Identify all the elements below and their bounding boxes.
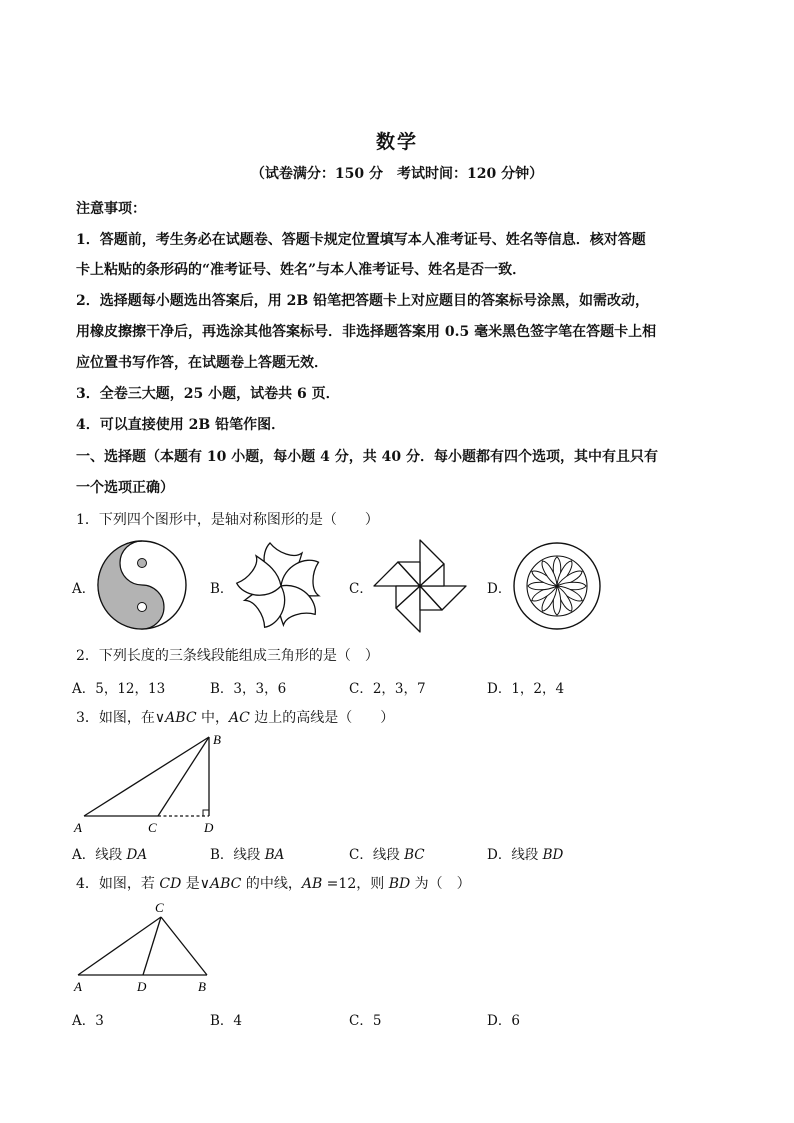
question-1-stem: 1．下列四个图形中，是轴对称图形的是（ ） <box>76 512 379 528</box>
notes-heading: 注意事项： <box>76 201 146 217</box>
triangle-symbol: ∨ABC <box>199 876 242 892</box>
segment-name: BC <box>404 847 425 863</box>
q1-option-b-label: B． <box>210 581 234 597</box>
point-label: C <box>155 900 164 915</box>
notes-line: 用橡皮擦擦干净后，再选涂其他答案标号．非选择题答案用 0.5 毫米黑色签字笔在答题卡上相 <box>76 324 657 340</box>
question-4-stem <box>76 873 471 893</box>
stem-text: =12，则 <box>322 876 389 892</box>
option-label: C．线段 <box>349 847 405 863</box>
option-label: A．线段 <box>72 847 127 863</box>
triangle-symbol: ∨ABC <box>154 710 197 726</box>
point-label: A <box>74 820 82 835</box>
segment-name: BA <box>264 847 285 863</box>
segment-name: BD <box>388 876 411 892</box>
q3-triangle-figure <box>70 732 230 837</box>
q4-option-a: A．3 <box>72 1013 104 1029</box>
segment-name: AC <box>229 710 250 726</box>
segment-name: DA <box>126 847 148 863</box>
q2-option-d: D．1，2，4 <box>487 681 565 697</box>
q4-option-d: D．6 <box>487 1013 520 1029</box>
q4-option-b: B．4 <box>210 1013 243 1029</box>
segment-name: AB <box>301 876 323 892</box>
stem-text: 的中线， <box>241 876 302 892</box>
exam-info: （试卷满分：150 分 考试时间：120 分钟） <box>250 166 544 182</box>
notes-line: 卡上粘贴的条形码的“准考证号、姓名”与本人准考证号、姓名是否一致． <box>76 262 527 278</box>
q3-option-c <box>349 843 425 863</box>
notes-line: 2．选择题每小题选出答案后，用 2B 铅笔把答题卡上对应题目的答案标号涂黑，如需改动， <box>76 293 650 309</box>
notes-line: 3．全卷三大题，25 小题，试卷共 6 页． <box>76 386 340 402</box>
point-label: B <box>198 979 206 994</box>
q3-option-a <box>72 843 147 863</box>
q1-option-c-label: C． <box>349 581 373 597</box>
notes-line: 1．答题前，考生务必在试题卷、答题卡规定位置填写本人准考证号、姓名等信息．核对答题 <box>76 232 646 248</box>
point-label: C <box>148 820 157 835</box>
question-3-stem <box>76 707 394 727</box>
notes-line: 应位置书写作答，在试题卷上答题无效． <box>76 355 328 371</box>
option-label: B．线段 <box>210 847 265 863</box>
q1-option-d-label: D． <box>487 581 512 597</box>
stem-text: 边上的高线是（ ） <box>249 710 395 726</box>
option-label: D．线段 <box>487 847 543 863</box>
segment-name: BD <box>542 847 564 863</box>
yin-yang-icon <box>96 539 188 631</box>
q4-option-c: C．5 <box>349 1013 382 1029</box>
stem-text: 4．如图，若 <box>76 876 160 892</box>
q3-option-d <box>487 843 563 863</box>
q2-option-b: B．3，3，6 <box>210 681 287 697</box>
q3-option-b <box>210 843 284 863</box>
stem-text: 为（ ） <box>410 876 471 892</box>
stem-text: 中， <box>196 710 229 726</box>
point-label: A <box>74 979 82 994</box>
stem-text: 3．如图，在 <box>76 710 155 726</box>
q2-option-c: C．2，3，7 <box>349 681 426 697</box>
flower-circle-icon <box>512 541 602 631</box>
point-label: D <box>137 979 147 994</box>
q4-triangle-figure <box>70 898 220 996</box>
point-label: B <box>213 732 221 747</box>
point-label: D <box>204 820 214 835</box>
stem-text: 是 <box>181 876 200 892</box>
petal-pinwheel-icon <box>232 537 330 635</box>
q1-option-a-label: A． <box>72 581 96 597</box>
triangle-pinwheel-icon <box>372 538 468 634</box>
notes-line: 4．可以直接使用 2B 铅笔作图． <box>76 417 286 433</box>
q2-option-a: A．5，12，13 <box>72 681 166 697</box>
section-heading-cont: 一个选项正确） <box>76 480 174 496</box>
page-title: 数学 <box>375 131 418 153</box>
section-heading: 一、选择题（本题有 10 小题，每小题 4 分，共 40 分．每小题都有四个选项，其中有且只有 <box>76 449 658 465</box>
segment-name: CD <box>159 876 182 892</box>
question-2-stem: 2．下列长度的三条线段能组成三角形的是（ ） <box>76 648 379 664</box>
